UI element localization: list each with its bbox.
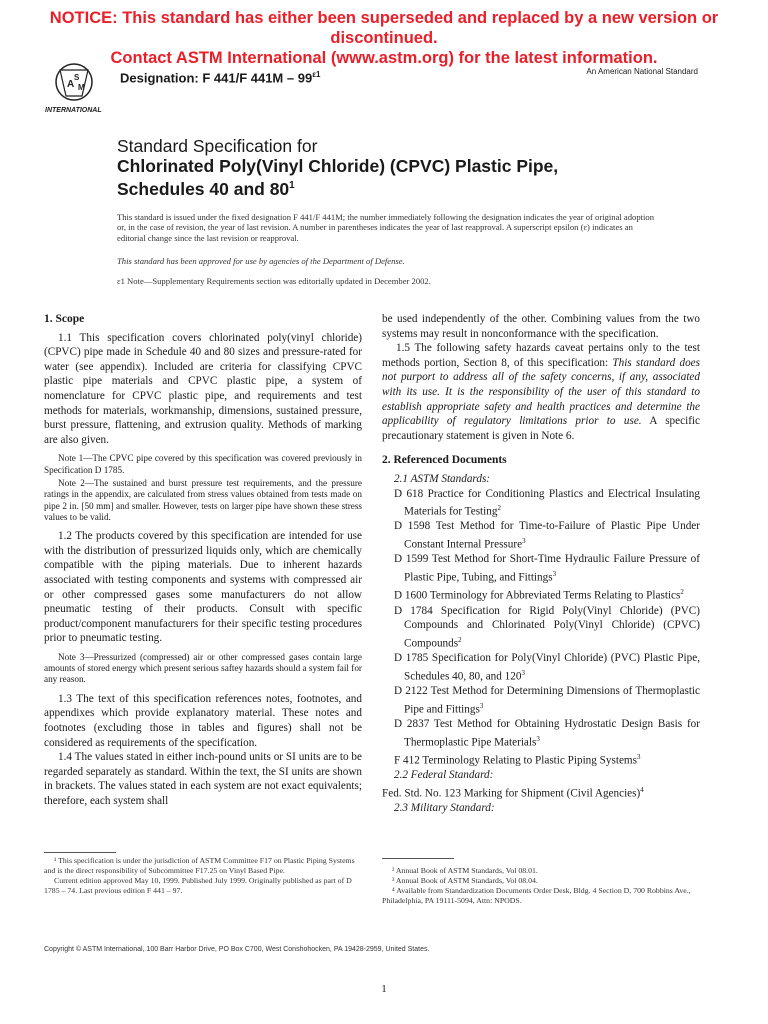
- designation: [120, 70, 320, 85]
- designation-text: Designation: F 441/F 441M – 99: [120, 70, 313, 86]
- refs-heading: 2. Referenced Documents: [382, 454, 507, 467]
- footnote-1b: Current edition approved May 10, 1999. Published July 1999. Originally published as part of D 1785 – 74. Last previous edition F 441 – 97.: [44, 876, 352, 895]
- note-2: Note 2—The sustained and burst pressure test requirements, and the pressure ratings in the appendix, are calculated from stress values obtained from tests made on pipe 2 in. [50 mm] and smaller. However, tests on larger pipe have shown these stress values to be valid.: [44, 477, 362, 522]
- reference-text: D 1600 Terminology for Abbreviated Terms Relating to Plastics: [394, 590, 681, 603]
- preamble: This standard is issued under the fixed designation F 441/F 441M; the number immediately following the designation indicates the year of original adoption or, in the case of revision, the year of last revision. A number in parentheses indicates the year of last reapproval. A superscript epsilon (ε) indicates an editorial change since the last revision or reapproval.: [117, 212, 655, 243]
- approved-statement: This standard has been approved for use by agencies of the Department of Defense.: [117, 256, 405, 266]
- reference-text: D 2837 Test Method for Obtaining Hydrostatic Design Basis for Thermoplastic Pipe Materials: [394, 717, 700, 749]
- footnote-rule-left: [44, 852, 116, 853]
- scope-heading: 1. Scope: [44, 313, 85, 325]
- federal-label: 2.2 Federal Standard:: [394, 769, 494, 782]
- reference-footnote-mark: 3: [536, 734, 540, 743]
- notice-line-2: Contact ASTM International (www.astm.org) for the latest information.: [110, 49, 658, 67]
- astm-logo: [40, 60, 112, 116]
- astm-standards-label: 2.1 ASTM Standards:: [394, 472, 491, 485]
- reference-text: D 1598 Test Method for Time-to-Failure of Plastic Pipe Under Constant Internal Pressure: [394, 520, 700, 551]
- reference-list: [382, 487, 700, 769]
- reference-text: D 2122 Test Method for Determining Dimensions of Thermoplastic Pipe and Fittings: [394, 685, 700, 716]
- svg-text:M: M: [78, 83, 85, 92]
- footnote-4: ⁴ Available from Standardization Documents Order Desk, Bldg. 4 Section D, 700 Robbins Ave., Philadelphia, PA 19111-5094, Attn: NPODS.: [382, 886, 691, 905]
- reference-text: D 1785 Specification for Poly(Vinyl Chloride) (PVC) Plastic Pipe, Schedules 40, 80, and 120: [394, 652, 700, 683]
- reference-footnote-mark: 3: [479, 701, 484, 710]
- para-1-3: 1.3 The text of this specification references notes, footnotes, and appendixes which provide explanatory material. These notes and footnotes (excluding those in tables and figures) shall not be considered as requirements of the specification.: [44, 692, 362, 749]
- reference-footnote-mark: 3: [521, 668, 525, 677]
- footnote-rule-right: [382, 858, 454, 859]
- right-column: [382, 312, 700, 816]
- designation-sup: ε1: [312, 70, 321, 79]
- para-1-4: 1.4 The values stated in either inch-pound units or SI units are to be regarded separately as standard. Within the text, the SI units are shown in brackets. The values stated in each system are not exact equivalents; therefore, each system shall: [44, 751, 362, 807]
- document-title: [117, 136, 677, 199]
- reference-item: [382, 604, 700, 652]
- reference-item: [382, 585, 700, 603]
- federal-item: Fed. Std. No. 123 Marking for Shipment (Civil Agencies)$^4$: [382, 785, 644, 800]
- reference-footnote-mark: 3: [522, 537, 526, 546]
- reference-text: D 1599 Test Method for Short-Time Hydraulic Failure Pressure of Plastic Pipe, Tubing, and Fittings: [394, 553, 700, 584]
- title-line-3: Schedules 40 and $80^1$: [117, 178, 295, 199]
- footnotes-left: [44, 856, 362, 896]
- reference-footnote-mark: 3: [636, 752, 641, 761]
- reference-item: [382, 552, 700, 585]
- reference-text: D 1784 Specification for Rigid Poly(Vinyl Chloride) (PVC) Compounds and Chlorinated Poly(Vinyl Chloride) (CPVC) Compounds: [394, 604, 700, 650]
- reference-item: [382, 750, 700, 768]
- footnotes-right: [382, 866, 712, 906]
- american-national-standard: An American National Standard: [586, 67, 698, 76]
- page-number: 1: [381, 983, 387, 995]
- reference-footnote-mark: 2: [680, 588, 684, 597]
- reference-footnote-mark: 3: [552, 569, 557, 578]
- para-1-2: 1.2 The products covered by this specification are intended for use with the distribution of pressurized liquids only, which are chemically compatible with the piping materials. Due to inherent hazards associated with testing components and systems with compressed air or other compressed gases some manufacturers do not allow pneumatic testing of their products. Consult with specific product/component manufacturers for their specific testing procedures prior to pneumatic testing.: [44, 530, 362, 645]
- footnote-2: ² Annual Book of ASTM Standards, Vol 08.01.: [392, 866, 538, 875]
- reference-footnote-mark: 2: [497, 504, 501, 513]
- copyright-footer: Copyright © ASTM International, 100 Barr Harbor Drive, PO Box C700, West Conshohocken, PA 19428-2959, United States.: [44, 946, 430, 953]
- reference-text: F 412 Terminology Relating to Plastic Piping Systems: [394, 754, 637, 767]
- para-1-1: 1.1 This specification covers chlorinated poly(vinyl chloride) (CPVC) pipe made in Schedule 40 and 80 sizes and pressure-rated for water (see appendix). Included are criteria for classifying CPVC plastic pipe materials and CPVC plastic pipe, a system of nomenclature for CPVC plastic pipe, and requirements and test methods for materials, workmanship, dimensions, sustained pressure, burst pressure, flattening, and extrusion quality. Methods of marking are also given.: [44, 331, 362, 446]
- note-3: Note 3—Pressurized (compressed) air or other compressed gases contain large amounts of stored energy which present serious saftey hazards should a system fail for any reason.: [44, 651, 362, 685]
- reference-text: D 618 Practice for Conditioning Plastics and Electrical Insulating Materials for Testing: [394, 487, 700, 518]
- reference-item: [382, 487, 700, 520]
- para-1-5: 1.5 The following safety hazards caveat pertains only to the test methods portion, Section 8, of this specification: This standard does not purport to address all of the safety concerns, if any, associated with its use. It is the responsibility of the user of this standard to establish appropriate safety and health practices and determine the applicability of regulatory limitations prior to use. A specific precautionary statement is given in Note 6.: [382, 342, 700, 442]
- reference-item: [382, 717, 700, 750]
- note-1: Note 1—The CPVC pipe covered by this specification was covered previously in Specification D 1785.: [44, 453, 362, 475]
- reference-item: [382, 519, 700, 552]
- military-label: 2.3 Military Standard:: [394, 802, 495, 815]
- reference-item: [382, 684, 700, 717]
- left-column: [44, 312, 362, 809]
- svg-text:S: S: [74, 73, 80, 82]
- title-line-1: Standard Specification for: [117, 136, 318, 156]
- reference-item: [382, 651, 700, 684]
- svg-text:A: A: [67, 79, 75, 90]
- notice-line-1: NOTICE: This standard has either been superseded and replaced by a new version or discontinued.: [49, 9, 719, 47]
- logo-text: INTERNATIONAL: [45, 107, 102, 114]
- notice-banner: [0, 8, 768, 68]
- para-1-4-continued: be used independently of the other. Combining values from the two systems may result in nonconformance with the specification.: [382, 313, 700, 340]
- reference-footnote-mark: 2: [458, 635, 462, 644]
- title-line-2: Chlorinated Poly(Vinyl Chloride) (CPVC) Plastic Pipe,: [117, 156, 559, 176]
- footnote-1: ¹ This specification is under the jurisdiction of ASTM Committee F17 on Plastic Piping Systems and is the direct responsibility of Subcommittee F17.25 on Vinyl Based Pipe.: [44, 856, 355, 875]
- epsilon-note: ε1 Note—Supplementary Requirements section was editorially updated in December 2002.: [117, 276, 431, 286]
- footnote-3: ³ Annual Book of ASTM Standards, Vol 08.04.: [392, 876, 538, 885]
